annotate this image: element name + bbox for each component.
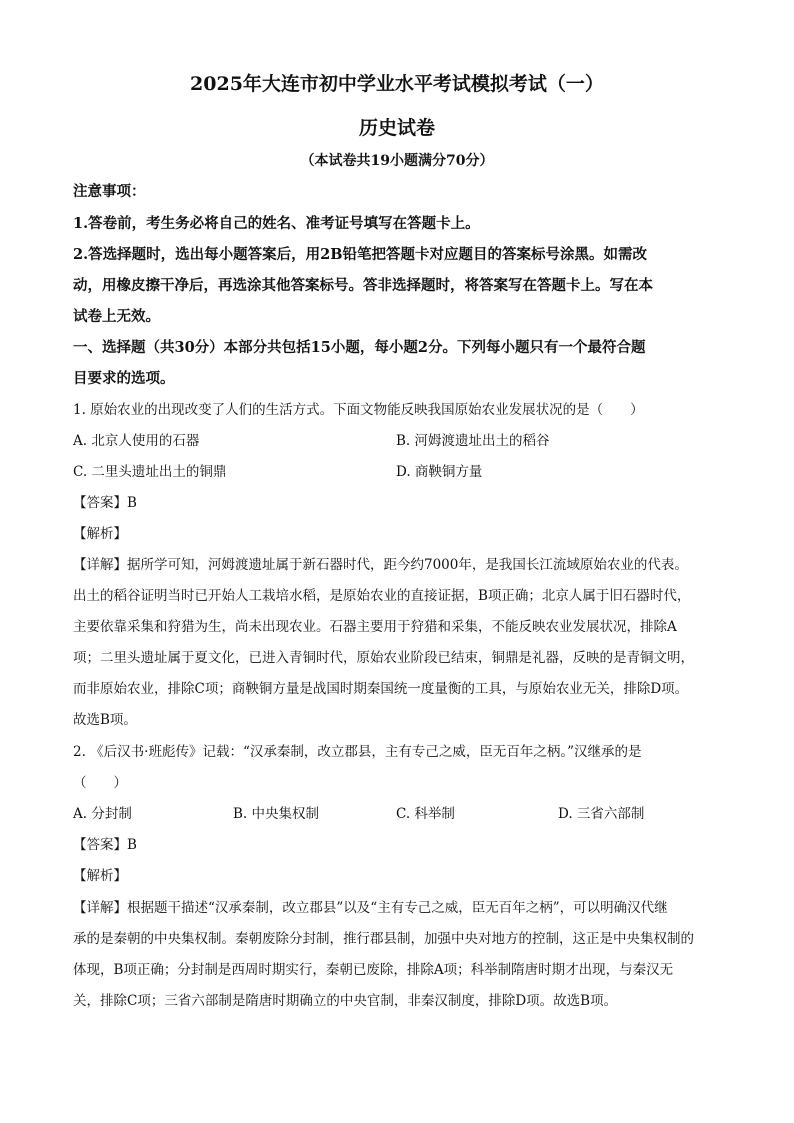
- exam-note: （本试卷共19小题满分70分）: [300, 153, 494, 169]
- q2-option-c: C. 科举制: [396, 806, 455, 822]
- instruction-item-2-line-2: 动，用橡皮擦干净后，再选涂其他答案标号。答非选择题时，将答案写在答题卡上。写在本: [73, 277, 653, 294]
- instruction-item-2-line-1: 2.答选择题时，选出每小题答案后，用2B铅笔把答题卡对应题目的答案标号涂黑。如需改: [73, 246, 647, 263]
- q1-option-c: C. 二里头遗址出土的铜鼎: [73, 464, 227, 480]
- instruction-item-1: 1.答卷前，考生务必将自己的姓名、准考证号填写在答题卡上。: [73, 215, 480, 232]
- q2-option-d: D. 三省六部制: [558, 806, 645, 822]
- q2-detail-line-4: 关，排除C项；三省六部制是隋唐时期确立的中央官制，非秦汉制度，排除D项。故选B项。: [73, 993, 618, 1009]
- q1-detail-line-3: 主要依靠采集和狩猎为生，尚未出现农业。石器主要用于狩猎和采集，不能反映农业发展状况，排除A: [73, 619, 677, 635]
- q2-detail-line-3: 体现，B项正确；分封制是西周时期实行，秦朝已废除，排除A项；科举制隋唐时期才出现，与秦汉无: [73, 962, 674, 978]
- q1-detail-line-5: 而非原始农业，排除C项；商鞅铜方量是战国时期秦国统一度量衡的工具，与原始农业无关，排除D项。: [73, 681, 689, 697]
- q2-detail-line-1: [73, 898, 668, 918]
- section-heading-line-1: 一、选择题（共30分）本部分共包括15小题，每小题2分。下列每小题只有一个最符合题: [73, 339, 646, 356]
- q1-stem: 1. 原始农业的出现改变了人们的生活方式。下面文物能反映我国原始农业发展状况的是（ ）: [73, 402, 644, 418]
- q2-option-a: A. 分封制: [73, 806, 132, 822]
- instructions-heading: 注意事项：: [73, 183, 146, 200]
- q2-detail-line-2: 承的是秦朝的中央集权制。秦朝废除分封制，推行郡县制，加强中央对地方的控制，这正是中央集权制的: [73, 931, 694, 947]
- q1-answer: [73, 493, 137, 513]
- q2-stem-line-2: （ ）: [73, 775, 127, 791]
- q1-option-a: A. 北京人使用的石器: [73, 433, 200, 449]
- q1-detail-label: 【详解】: [73, 557, 127, 573]
- q2-detail-label: 【详解】: [73, 900, 127, 916]
- q1-detail-text-1: 据所学可知，河姆渡遗址属于新石器时代，距今约7000年，是我国长江流域原始农业的代表。: [127, 557, 688, 573]
- q1-detail-line-6: 故选B项。: [73, 712, 137, 728]
- section-heading-line-2: 目要求的选项。: [73, 370, 175, 387]
- q2-option-b: B. 中央集权制: [233, 806, 320, 822]
- subject-title: 历史试卷: [358, 117, 435, 139]
- q1-option-d: D. 商鞅铜方量: [396, 464, 483, 480]
- q2-answer-value: B: [127, 837, 137, 853]
- q1-analysis-label: 【解析】: [73, 526, 127, 542]
- instruction-item-2-line-3: 试卷上无效。: [73, 308, 160, 325]
- q1-detail-line-4: 项；二里头遗址属于夏文化，已进入青铜时代，原始农业阶段已结束，铜鼎是礼器，反映的是青铜文明，: [73, 650, 694, 666]
- q1-answer-value: B: [127, 495, 137, 511]
- q2-stem-line-1: 2. 《后汉书·班彪传》记载：“汉承秦制，改立郡县，主有专己之威，臣无百年之柄。”汉继承的是: [73, 744, 642, 760]
- q1-detail-line-1: [73, 555, 688, 575]
- q2-analysis-label: 【解析】: [73, 868, 127, 884]
- q2-answer: [73, 835, 137, 855]
- q1-option-b: B. 河姆渡遗址出土的稻谷: [396, 433, 550, 449]
- q1-answer-label: 【答案】: [73, 495, 127, 511]
- exam-title: 2025年大连市初中学业水平考试模拟考试（一）: [190, 73, 604, 95]
- q1-detail-line-2: 出土的稻谷证明当时已开始人工栽培水稻，是原始农业的直接证据，B项正确；北京人属于旧石器时代，: [73, 588, 691, 604]
- q2-answer-label: 【答案】: [73, 837, 127, 853]
- q2-detail-text-1: 根据题干描述“汉承秦制，改立郡县”以及“主有专己之威，臣无百年之柄”，可以明确汉代继: [127, 900, 668, 916]
